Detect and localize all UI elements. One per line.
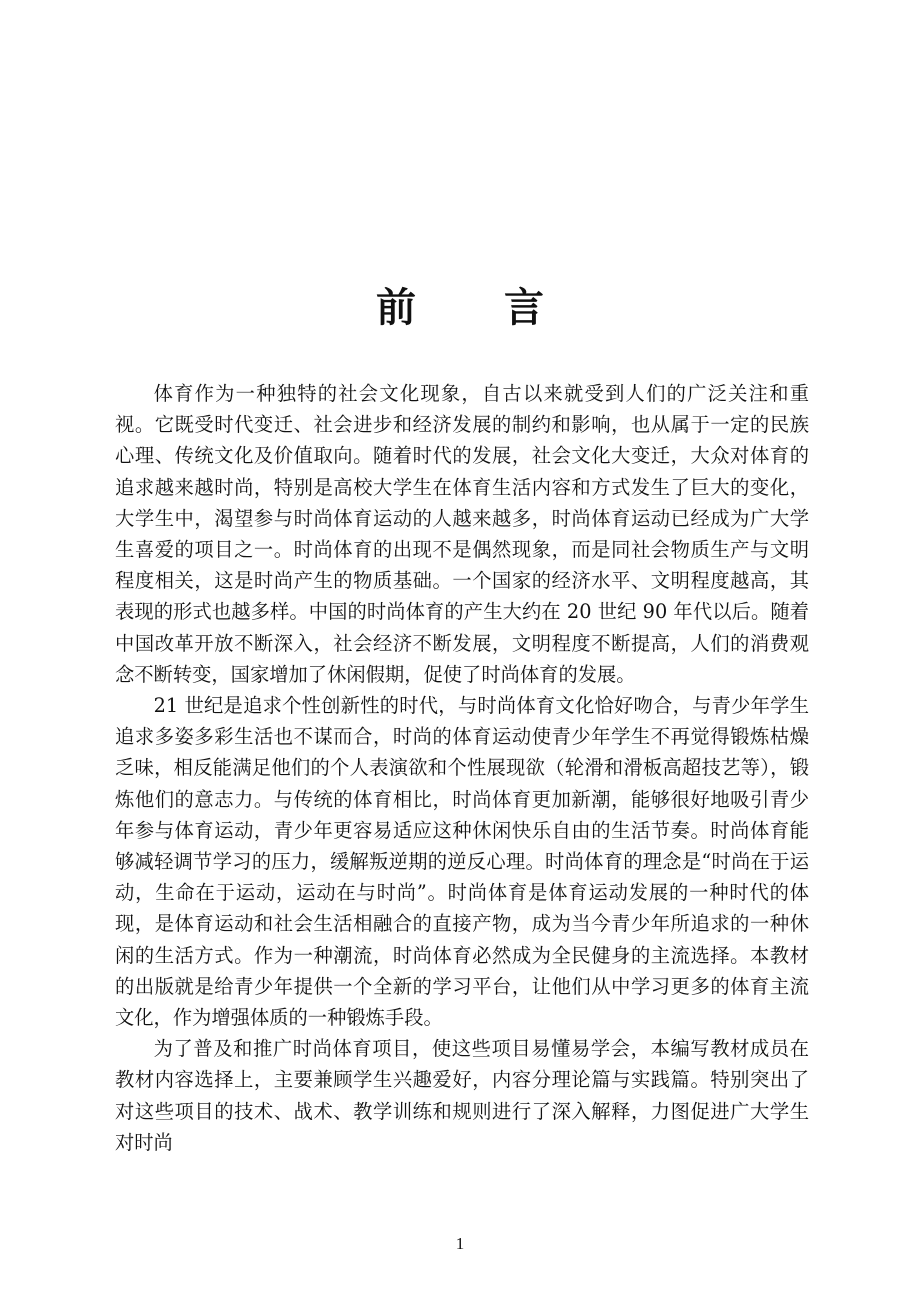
paragraph-1: 体育作为一种独特的社会文化现象，自古以来就受到人们的广泛关注和重视。它既受时代变迁、社会进步和经济发展的制约和影响，也从属于一定的民族心理、传统文化及价值取向。随着时代的发展，社会文化大变迁，大众对体育的追求越来越时尚，特别是高校大学生在体育生活内容和方式发生了巨大的变化，大学生中，渴望参与时尚体育运动的人越来越多，时尚体育运动已经成为广大学生喜爱的项目之一。时尚体育的出现不是偶然现象，而是同社会物质生产与文明程度相关，这是时尚产生的物质基础。一个国家的经济水平、文明程度越高，其表现的形式也越多样。中国的时尚体育的产生大约在 20 世纪 90 年代以后。随着中国改革开放不断深入，社会经济不断发展，文明程度不断提高，人们的消费观念不断转变，国家增加了休闲假期，促使了时尚体育的发展。 (115, 382, 809, 686)
paragraph-2: 21 世纪是追求个性创新性的时代，与时尚体育文化恰好吻合，与青少年学生追求多姿多彩生活也不谋而合，时尚的体育运动使青少年学生不再觉得锻炼枯燥乏味，相反能满足他们的个人表演欲和个性展现欲（轮滑和滑板高超技艺等），锻炼他们的意志力。与传统的体育相比，时尚体育更加新潮，能够很好地吸引青少年参与体育运动，青少年更容易适应这种休闲快乐自由的生活节奏。时尚体育能够减轻调节学习的压力，缓解叛逆期的逆反心理。时尚体育的理念是“时尚在于运动，生命在于运动，运动在与时尚”。时尚体育是体育运动发展的一种时代的体现，是体育运动和社会生活相融合的直接产物，成为当今青少年所追求的一种休闲的生活方式。作为一种潮流，时尚体育必然成为全民健身的主流选择。本教材的出版就是给青少年提供一个全新的学习平台，让他们从中学习更多的体育主流文化，作为增强体质的一种锻炼手段。 (115, 694, 809, 1030)
title-char-2: 言 (504, 285, 544, 331)
paragraph-3: 为了普及和推广时尚体育项目，使这些项目易懂易学会，本编写教材成员在教材内容选择上，主要兼顾学生兴趣爱好，内容分理论篇与实践篇。特别突出了对这些项目的技术、战术、教学训练和规则进行了深入解释，力图促进广大学生对时尚 (115, 1037, 809, 1154)
page-title (0, 278, 920, 338)
title-char-1: 前 (376, 285, 416, 331)
page-number: 1 (455, 1234, 465, 1253)
body-text (115, 378, 809, 1158)
